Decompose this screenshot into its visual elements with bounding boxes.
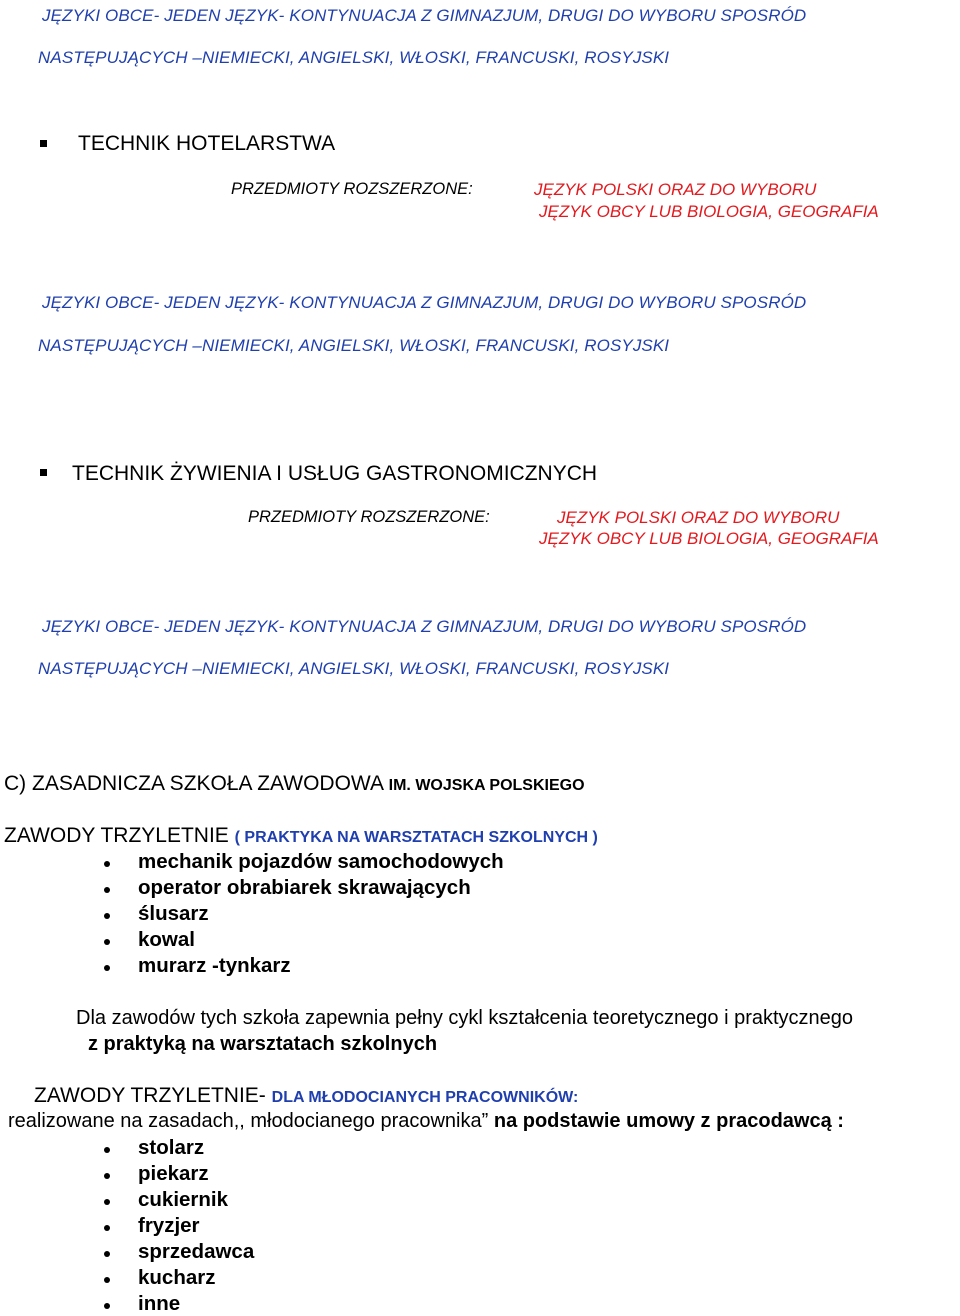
extended-subjects-line-1: JĘZYK POLSKI ORAZ DO WYBORU	[557, 508, 840, 527]
square-bullet-icon	[40, 140, 47, 147]
training-note-bold: z praktyką na warsztatach szkolnych	[88, 1033, 438, 1055]
list-item: murarz -tynkarz	[138, 954, 291, 977]
square-bullet-icon	[40, 469, 47, 476]
extended-subjects-label: PRZEDMIOTY ROZSZERZONE:	[248, 508, 490, 526]
bullet-icon	[104, 1251, 110, 1257]
bullet-icon	[104, 913, 110, 919]
list-item: mechanik pojazdów samochodowych	[138, 850, 504, 873]
bullet-icon	[104, 861, 110, 867]
bullet-icon	[104, 1277, 110, 1283]
languages-line-2: NASTĘPUJĄCYCH –NIEMIECKI, ANGIELSKI, WŁOSKI, FRANCUSKI, ROSYJSKI	[38, 48, 670, 67]
three-year-heading-note: ( PRAKTYKA NA WARSZTATACH SZKOLNYCH )	[234, 829, 598, 846]
list-item: inne	[138, 1292, 181, 1315]
list-item: stolarz	[138, 1136, 205, 1159]
bullet-icon	[104, 1173, 110, 1179]
bullet-icon	[104, 1147, 110, 1153]
school-heading-patron: IM. WOJSKA POLSKIEGO	[388, 777, 585, 794]
languages-line-2: NASTĘPUJĄCYCH –NIEMIECKI, ANGIELSKI, WŁOSKI, FRANCUSKI, ROSYJSKI	[38, 336, 670, 355]
young-workers-description-bold: na podstawie umowy z pracodawcą :	[488, 1110, 844, 1132]
profession-title-gastro: TECHNIK ŻYWIENIA I USŁUG GASTRONOMICZNYCH	[72, 462, 598, 485]
languages-line-1: JĘZYKI OBCE- JEDEN JĘZYK- KONTYNUACJA Z GIMNAZJUM, DRUGI DO WYBORU SPOSRÓD	[42, 617, 807, 636]
extended-subjects-line-2: JĘZYK OBCY LUB BIOLOGIA, GEOGRAFIA	[539, 529, 879, 548]
extended-subjects-label: PRZEDMIOTY ROZSZERZONE:	[231, 180, 473, 198]
list-item: sprzedawca	[138, 1240, 255, 1263]
young-workers-description-text: realizowane na zasadach,, młodocianego pracownika”	[8, 1110, 489, 1132]
profession-title-hotel: TECHNIK HOTELARSTWA	[78, 132, 336, 155]
young-workers-heading	[34, 1084, 578, 1108]
three-year-heading	[4, 824, 598, 848]
bullet-icon	[104, 965, 110, 971]
young-workers-heading-note: DLA MŁODOCIANYCH PRACOWNIKÓW:	[271, 1089, 579, 1106]
list-item: cukiernik	[138, 1188, 229, 1211]
list-item: kucharz	[138, 1266, 216, 1289]
bullet-icon	[104, 1225, 110, 1231]
extended-subjects-line-2: JĘZYK OBCY LUB BIOLOGIA, GEOGRAFIA	[539, 202, 879, 221]
bullet-icon	[104, 887, 110, 893]
bullet-icon	[104, 1303, 110, 1309]
languages-line-1: JĘZYKI OBCE- JEDEN JĘZYK- KONTYNUACJA Z GIMNAZJUM, DRUGI DO WYBORU SPOSRÓD	[42, 293, 807, 312]
extended-subjects-line-1: JĘZYK POLSKI ORAZ DO WYBORU	[534, 180, 817, 199]
languages-line-2: NASTĘPUJĄCYCH –NIEMIECKI, ANGIELSKI, WŁOSKI, FRANCUSKI, ROSYJSKI	[38, 659, 670, 678]
bullet-icon	[104, 939, 110, 945]
young-workers-description	[8, 1110, 844, 1133]
bullet-icon	[104, 1199, 110, 1205]
list-item: operator obrabiarek skrawających	[138, 876, 471, 899]
young-workers-heading-main: ZAWODY TRZYLETNIE-	[34, 1084, 272, 1107]
list-item: kowal	[138, 928, 195, 951]
list-item: piekarz	[138, 1162, 209, 1185]
training-note: Dla zawodów tych szkoła zapewnia pełny cykl kształcenia teoretycznego i praktycznego	[76, 1007, 854, 1029]
languages-line-1: JĘZYKI OBCE- JEDEN JĘZYK- KONTYNUACJA Z GIMNAZJUM, DRUGI DO WYBORU SPOSRÓD	[42, 6, 807, 25]
list-item: ślusarz	[138, 902, 209, 925]
list-item: fryzjer	[138, 1214, 200, 1237]
three-year-heading-main: ZAWODY TRZYLETNIE	[4, 824, 235, 847]
school-heading	[4, 772, 585, 796]
school-heading-main: C) ZASADNICZA SZKOŁA ZAWODOWA	[4, 772, 389, 795]
